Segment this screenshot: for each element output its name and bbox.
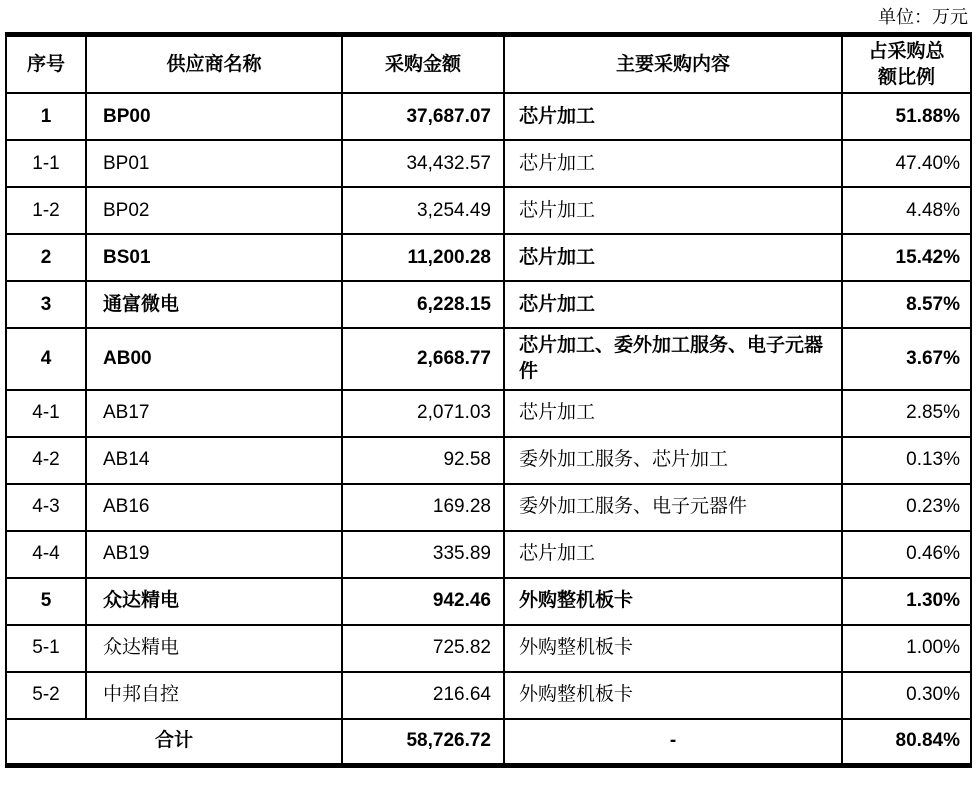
cell-ratio: 1.30%: [842, 578, 971, 625]
cell-ratio: 4.48%: [842, 187, 971, 234]
col-header-supplier: 供应商名称: [86, 35, 342, 94]
table-row: [6, 484, 971, 531]
cell-no: 1: [6, 93, 86, 140]
cell-content: 芯片加工: [504, 187, 842, 234]
table-row: [6, 578, 971, 625]
cell-content: 芯片加工: [504, 281, 842, 328]
cell-amount: 2,668.77: [342, 328, 504, 389]
cell-content: 外购整机板卡: [504, 625, 842, 672]
cell-no: 4-4: [6, 531, 86, 578]
cell-no: 5-2: [6, 672, 86, 719]
table-row: [6, 140, 971, 187]
table-row: [6, 672, 971, 719]
table-header: [6, 35, 971, 94]
cell-amount: 169.28: [342, 484, 504, 531]
cell-ratio: 0.23%: [842, 484, 971, 531]
cell-amount: 2,071.03: [342, 390, 504, 437]
cell-no: 5: [6, 578, 86, 625]
unit-label: 单位：万元: [878, 7, 968, 27]
cell-content: 芯片加工: [504, 93, 842, 140]
cell-content: 芯片加工: [504, 531, 842, 578]
cell-supplier: 众达精电: [86, 625, 342, 672]
cell-content: 芯片加工: [504, 140, 842, 187]
col-header-ratio-text: 占采购总额比例: [868, 41, 945, 88]
cell-amount: 3,254.49: [342, 187, 504, 234]
cell-amount: 37,687.07: [342, 93, 504, 140]
cell-supplier: BS01: [86, 234, 342, 281]
col-header-amount: 采购金额: [342, 35, 504, 94]
table-row: [6, 93, 971, 140]
cell-ratio: 15.42%: [842, 234, 971, 281]
cell-no: 3: [6, 281, 86, 328]
cell-supplier: AB00: [86, 328, 342, 389]
table-row: [6, 328, 971, 389]
cell-supplier: BP00: [86, 93, 342, 140]
cell-no: 4-2: [6, 437, 86, 484]
cell-amount: 34,432.57: [342, 140, 504, 187]
total-row: [6, 719, 971, 766]
cell-amount: 725.82: [342, 625, 504, 672]
cell-supplier: BP01: [86, 140, 342, 187]
cell-supplier: AB16: [86, 484, 342, 531]
cell-no: 1-2: [6, 187, 86, 234]
cell-no: 2: [6, 234, 86, 281]
cell-supplier: AB19: [86, 531, 342, 578]
cell-amount: 216.64: [342, 672, 504, 719]
header-row: [6, 35, 971, 94]
table-row: [6, 234, 971, 281]
cell-amount: 335.89: [342, 531, 504, 578]
table-row: [6, 437, 971, 484]
cell-amount: 92.58: [342, 437, 504, 484]
cell-supplier: AB14: [86, 437, 342, 484]
cell-ratio: 8.57%: [842, 281, 971, 328]
cell-content: 芯片加工: [504, 390, 842, 437]
cell-ratio: 47.40%: [842, 140, 971, 187]
cell-content: 芯片加工、委外加工服务、电子元器件: [504, 328, 842, 389]
table-row: [6, 390, 971, 437]
cell-supplier: AB17: [86, 390, 342, 437]
col-header-ratio: [842, 35, 971, 94]
cell-supplier: BP02: [86, 187, 342, 234]
cell-supplier: 通富微电: [86, 281, 342, 328]
col-header-content: 主要采购内容: [504, 35, 842, 94]
table-row: [6, 187, 971, 234]
cell-supplier: 众达精电: [86, 578, 342, 625]
table-footer: [6, 719, 971, 766]
table-row: [6, 281, 971, 328]
table-row: [6, 531, 971, 578]
cell-content: 芯片加工: [504, 234, 842, 281]
cell-total-content: -: [504, 719, 842, 766]
cell-no: 4-3: [6, 484, 86, 531]
cell-supplier: 中邦自控: [86, 672, 342, 719]
cell-ratio: 0.46%: [842, 531, 971, 578]
table-body: [6, 93, 971, 718]
cell-no: 4-1: [6, 390, 86, 437]
cell-total-ratio: 80.84%: [842, 719, 971, 766]
cell-ratio: 2.85%: [842, 390, 971, 437]
cell-content: 外购整机板卡: [504, 578, 842, 625]
cell-amount: 6,228.15: [342, 281, 504, 328]
cell-content: 外购整机板卡: [504, 672, 842, 719]
cell-content: 委外加工服务、芯片加工: [504, 437, 842, 484]
cell-total-amount: 58,726.72: [342, 719, 504, 766]
supplier-procurement-table: [5, 32, 972, 768]
cell-ratio: 1.00%: [842, 625, 971, 672]
cell-total-label: 合计: [6, 719, 342, 766]
cell-no: 4: [6, 328, 86, 389]
cell-ratio: 0.30%: [842, 672, 971, 719]
cell-ratio: 51.88%: [842, 93, 971, 140]
cell-content: 委外加工服务、电子元器件: [504, 484, 842, 531]
table-row: [6, 625, 971, 672]
cell-ratio: 0.13%: [842, 437, 971, 484]
col-header-no: 序号: [6, 35, 86, 94]
cell-no: 5-1: [6, 625, 86, 672]
cell-amount: 942.46: [342, 578, 504, 625]
cell-no: 1-1: [6, 140, 86, 187]
cell-ratio: 3.67%: [842, 328, 971, 389]
cell-amount: 11,200.28: [342, 234, 504, 281]
